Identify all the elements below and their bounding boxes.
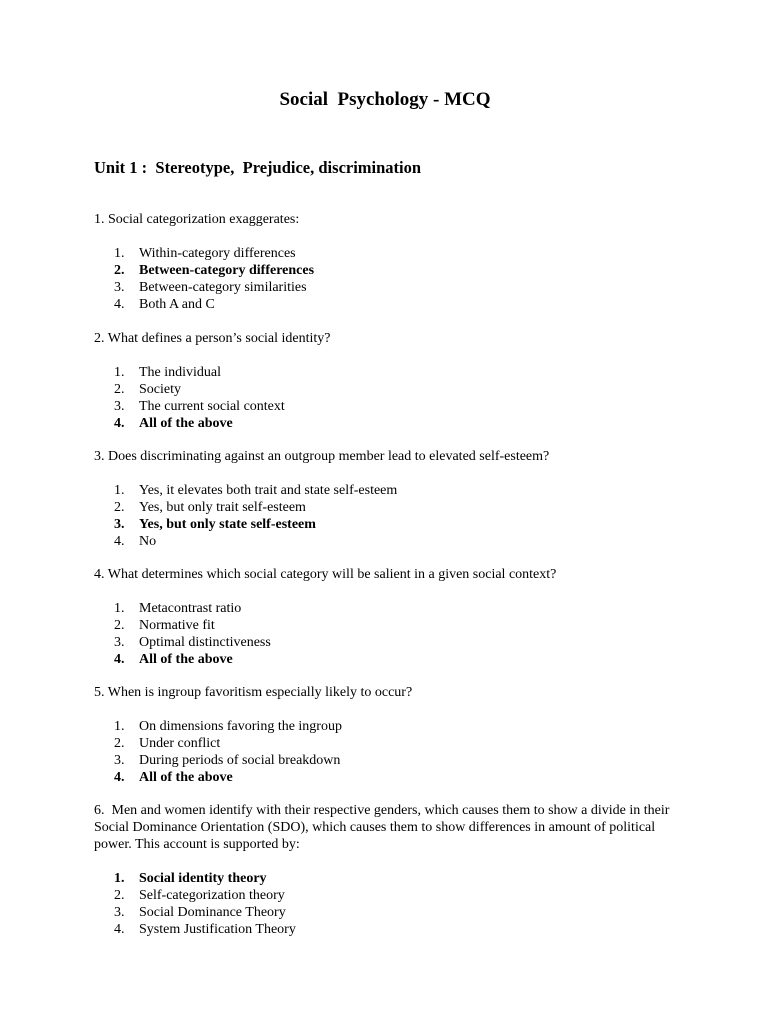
option-text: Self-categorization theory [139,888,285,903]
question-text: 1. Social categorization exaggerates: [94,212,300,227]
option-number: 1. [114,246,125,261]
option-number: 3. [114,753,125,768]
option-number: 1. [114,719,125,734]
option-text: System Justification Theory [139,922,296,937]
option-number: 1. [114,601,125,616]
option-number: 4. [114,534,125,549]
option-number: 3. [114,517,125,532]
option-item [114,904,296,921]
option-text: Metacontrast ratio [139,601,242,616]
option-list [114,364,285,432]
option-item [114,533,397,550]
option-text: All of the above [139,652,233,667]
option-item [114,296,314,313]
question-text: 3. Does discriminating against an outgroup member lead to elevated self-esteem? [94,449,550,464]
option-item [114,398,285,415]
option-number: 3. [114,905,125,920]
option-number: 1. [114,871,125,886]
option-number: 2. [114,263,125,278]
question-text: 4. What determines which social category will be salient in a given social context? [94,567,557,582]
option-item [114,516,397,533]
option-text: On dimensions favoring the ingroup [139,719,342,734]
option-text: During periods of social breakdown [139,753,341,768]
option-text: Between-category differences [139,263,315,278]
option-number: 4. [114,297,125,312]
option-number: 3. [114,399,125,414]
option-item [114,482,397,499]
option-item [114,735,342,752]
option-number: 4. [114,922,125,937]
option-text: The current social context [139,399,285,414]
option-text: Society [139,382,181,397]
option-text: Yes, but only state self-esteem [139,517,316,532]
option-list [114,482,397,550]
question-text: 5. When is ingroup favoritism especially likely to occur? [94,685,413,700]
option-list [114,870,296,938]
option-item [114,364,285,381]
option-text: The individual [139,365,222,380]
option-item [114,921,296,938]
option-text: Optimal distinctiveness [139,635,271,650]
option-text: Yes, but only trait self-esteem [139,500,306,515]
option-number: 4. [114,652,125,667]
option-number: 3. [114,635,125,650]
option-number: 2. [114,382,125,397]
option-item [114,279,314,296]
option-item [114,415,285,432]
option-text: Within-category differences [139,246,296,261]
option-text: All of the above [139,416,233,431]
question-text: 6. Men and women identify with their respective genders, which causes them to show a divide in their Social Dominance Orientation (SDO), which causes them to show differences in amount of political power. This account is supported by: [94,803,673,852]
option-item [114,499,397,516]
option-list [114,718,342,786]
page-title: Social Psychology - MCQ [279,89,491,110]
option-item [114,634,271,651]
option-item [114,262,314,279]
option-list [114,245,314,313]
option-number: 2. [114,736,125,751]
option-text: All of the above [139,770,233,785]
option-number: 1. [114,365,125,380]
option-text: Between-category similarities [139,280,307,295]
option-number: 2. [114,888,125,903]
option-text: Social identity theory [139,871,267,886]
option-item [114,245,314,262]
option-list [114,600,271,668]
option-item [114,752,342,769]
option-item [114,600,271,617]
option-item [114,870,296,887]
option-item [114,381,285,398]
option-text: Normative fit [139,618,215,633]
option-number: 1. [114,483,125,498]
option-item [114,718,342,735]
option-number: 4. [114,770,125,785]
option-text: Under conflict [139,736,221,751]
option-text: Yes, it elevates both trait and state self-esteem [139,483,398,498]
option-text: Both A and C [139,297,215,312]
option-number: 3. [114,280,125,295]
option-text: No [139,534,157,549]
unit-heading: Unit 1 : Stereotype, Prejudice, discrimination [94,158,422,177]
option-number: 2. [114,618,125,633]
option-item [114,769,342,786]
option-text: Social Dominance Theory [139,905,286,920]
option-number: 2. [114,500,125,515]
option-item [114,887,296,904]
question-text: 2. What defines a person’s social identity? [94,331,331,346]
option-item [114,617,271,634]
option-item [114,651,271,668]
option-number: 4. [114,416,125,431]
